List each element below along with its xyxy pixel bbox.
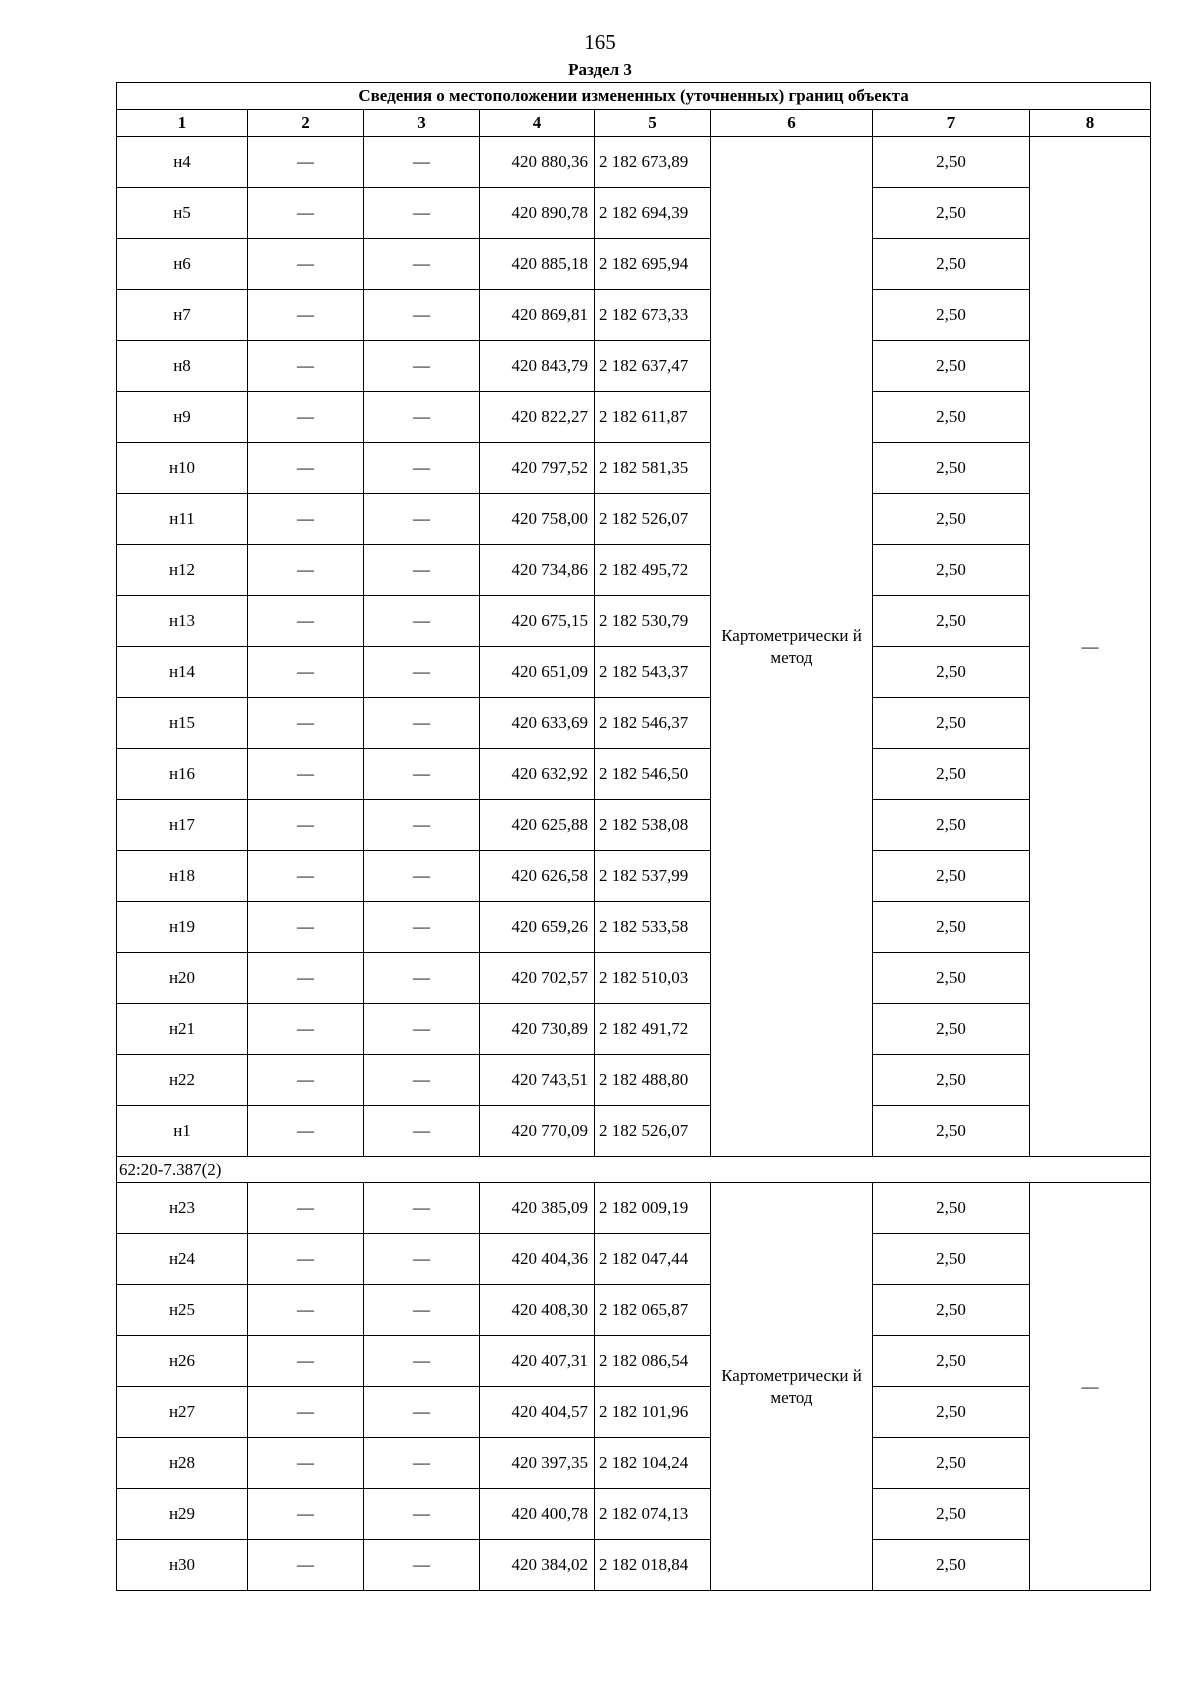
point-name: н8	[117, 341, 248, 392]
coordinate-y: 2 182 530,79	[595, 596, 711, 647]
coordinate-y: 2 182 495,72	[595, 545, 711, 596]
coordinate-x: 420 659,26	[480, 902, 595, 953]
page-number: 165	[584, 30, 616, 54]
coordinate-x: 420 651,09	[480, 647, 595, 698]
existing-y: —	[364, 1489, 480, 1540]
accuracy-value: 2,50	[873, 443, 1030, 494]
column-number: 8	[1030, 110, 1151, 137]
accuracy-value: 2,50	[873, 137, 1030, 188]
table-row	[117, 851, 1151, 902]
coordinate-y: 2 182 546,50	[595, 749, 711, 800]
existing-x: —	[248, 596, 364, 647]
table-row	[117, 1336, 1151, 1387]
existing-y: —	[364, 1387, 480, 1438]
table-row	[117, 290, 1151, 341]
accuracy-value: 2,50	[873, 239, 1030, 290]
coordinate-y: 2 182 104,24	[595, 1438, 711, 1489]
accuracy-value: 2,50	[873, 494, 1030, 545]
coordinate-y: 2 182 611,87	[595, 392, 711, 443]
point-name: н24	[117, 1234, 248, 1285]
existing-x: —	[248, 188, 364, 239]
existing-x: —	[248, 341, 364, 392]
accuracy-value: 2,50	[873, 392, 1030, 443]
point-name: н11	[117, 494, 248, 545]
coordinate-y: 2 182 047,44	[595, 1234, 711, 1285]
coordinate-y: 2 182 526,07	[595, 494, 711, 545]
existing-x: —	[248, 1336, 364, 1387]
table-row	[117, 1438, 1151, 1489]
table-row	[117, 596, 1151, 647]
existing-x: —	[248, 1234, 364, 1285]
accuracy-value: 2,50	[873, 596, 1030, 647]
column-number: 5	[595, 110, 711, 137]
column-number: 4	[480, 110, 595, 137]
accuracy-value: 2,50	[873, 800, 1030, 851]
coordinate-x: 420 734,86	[480, 545, 595, 596]
table-row	[117, 1285, 1151, 1336]
coordinate-y: 2 182 546,37	[595, 698, 711, 749]
existing-y: —	[364, 1004, 480, 1055]
point-name: н30	[117, 1540, 248, 1591]
determination-method: Картометрически й метод	[711, 137, 873, 1157]
accuracy-value: 2,50	[873, 341, 1030, 392]
existing-y: —	[364, 1540, 480, 1591]
existing-y: —	[364, 137, 480, 188]
coordinate-x: 420 400,78	[480, 1489, 595, 1540]
existing-x: —	[248, 800, 364, 851]
column-8-value: —	[1030, 137, 1151, 1157]
coordinate-x: 420 675,15	[480, 596, 595, 647]
coordinate-y: 2 182 673,33	[595, 290, 711, 341]
accuracy-value: 2,50	[873, 1106, 1030, 1157]
table-caption: Сведения о местоположении измененных (уточненных) границ объекта	[117, 83, 1151, 110]
table-row	[117, 1387, 1151, 1438]
accuracy-value: 2,50	[873, 698, 1030, 749]
existing-y: —	[364, 290, 480, 341]
coordinate-y: 2 182 526,07	[595, 1106, 711, 1157]
table-row	[117, 1004, 1151, 1055]
table-row	[117, 443, 1151, 494]
existing-x: —	[248, 1489, 364, 1540]
point-name: н4	[117, 137, 248, 188]
accuracy-value: 2,50	[873, 188, 1030, 239]
existing-x: —	[248, 1387, 364, 1438]
coordinate-y: 2 182 086,54	[595, 1336, 711, 1387]
existing-y: —	[364, 1055, 480, 1106]
coordinate-y: 2 182 537,99	[595, 851, 711, 902]
coordinate-x: 420 797,52	[480, 443, 595, 494]
existing-y: —	[364, 239, 480, 290]
point-name: н19	[117, 902, 248, 953]
accuracy-value: 2,50	[873, 1387, 1030, 1438]
existing-x: —	[248, 494, 364, 545]
accuracy-value: 2,50	[873, 1285, 1030, 1336]
existing-x: —	[248, 137, 364, 188]
accuracy-value: 2,50	[873, 851, 1030, 902]
table-row	[117, 749, 1151, 800]
coordinate-x: 420 890,78	[480, 188, 595, 239]
coordinate-x: 420 880,36	[480, 137, 595, 188]
existing-x: —	[248, 1438, 364, 1489]
point-name: н16	[117, 749, 248, 800]
accuracy-value: 2,50	[873, 290, 1030, 341]
point-name: н27	[117, 1387, 248, 1438]
table-row	[117, 953, 1151, 1004]
coordinate-x: 420 384,02	[480, 1540, 595, 1591]
coordinate-x: 420 758,00	[480, 494, 595, 545]
coordinate-x: 420 404,57	[480, 1387, 595, 1438]
existing-x: —	[248, 851, 364, 902]
accuracy-value: 2,50	[873, 545, 1030, 596]
table-row	[117, 1106, 1151, 1157]
table-row	[117, 698, 1151, 749]
table-row	[117, 1540, 1151, 1591]
existing-y: —	[364, 596, 480, 647]
accuracy-value: 2,50	[873, 1234, 1030, 1285]
existing-y: —	[364, 443, 480, 494]
existing-x: —	[248, 953, 364, 1004]
existing-x: —	[248, 698, 364, 749]
coordinate-x: 420 822,27	[480, 392, 595, 443]
point-name: н20	[117, 953, 248, 1004]
accuracy-value: 2,50	[873, 1004, 1030, 1055]
point-name: н18	[117, 851, 248, 902]
existing-x: —	[248, 1183, 364, 1234]
existing-y: —	[364, 851, 480, 902]
determination-method: Картометрически й метод	[711, 1183, 873, 1591]
point-name: н23	[117, 1183, 248, 1234]
existing-y: —	[364, 1438, 480, 1489]
coordinate-y: 2 182 510,03	[595, 953, 711, 1004]
existing-x: —	[248, 290, 364, 341]
coordinate-y: 2 182 538,08	[595, 800, 711, 851]
column-number-row	[117, 110, 1151, 137]
point-name: н15	[117, 698, 248, 749]
point-name: н17	[117, 800, 248, 851]
table-row	[117, 188, 1151, 239]
existing-y: —	[364, 953, 480, 1004]
coordinate-x: 420 843,79	[480, 341, 595, 392]
existing-x: —	[248, 1106, 364, 1157]
point-name: н25	[117, 1285, 248, 1336]
column-number: 6	[711, 110, 873, 137]
section-title: Раздел 3	[568, 60, 632, 79]
point-name: н29	[117, 1489, 248, 1540]
parcel-row	[117, 1157, 1151, 1183]
coordinate-x: 420 407,31	[480, 1336, 595, 1387]
coordinate-x: 420 702,57	[480, 953, 595, 1004]
accuracy-value: 2,50	[873, 749, 1030, 800]
accuracy-value: 2,50	[873, 902, 1030, 953]
boundary-coordinates-table	[116, 82, 1151, 1591]
table-row	[117, 647, 1151, 698]
coordinate-y: 2 182 581,35	[595, 443, 711, 494]
coordinate-y: 2 182 065,87	[595, 1285, 711, 1336]
coordinate-x: 420 625,88	[480, 800, 595, 851]
accuracy-value: 2,50	[873, 953, 1030, 1004]
accuracy-value: 2,50	[873, 1055, 1030, 1106]
parcel-number: 62:20-7.387(2)	[117, 1157, 1151, 1183]
column-number: 7	[873, 110, 1030, 137]
existing-x: —	[248, 392, 364, 443]
coordinate-y: 2 182 694,39	[595, 188, 711, 239]
coordinate-x: 420 397,35	[480, 1438, 595, 1489]
existing-y: —	[364, 392, 480, 443]
existing-y: —	[364, 1234, 480, 1285]
table-row	[117, 494, 1151, 545]
point-name: н5	[117, 188, 248, 239]
point-name: н13	[117, 596, 248, 647]
coordinate-x: 420 730,89	[480, 1004, 595, 1055]
coordinate-y: 2 182 074,13	[595, 1489, 711, 1540]
column-number: 3	[364, 110, 480, 137]
existing-y: —	[364, 647, 480, 698]
accuracy-value: 2,50	[873, 647, 1030, 698]
table-row	[117, 800, 1151, 851]
existing-y: —	[364, 188, 480, 239]
accuracy-value: 2,50	[873, 1336, 1030, 1387]
existing-x: —	[248, 239, 364, 290]
existing-y: —	[364, 698, 480, 749]
coordinate-y: 2 182 491,72	[595, 1004, 711, 1055]
existing-y: —	[364, 341, 480, 392]
column-8-value: —	[1030, 1183, 1151, 1591]
coordinate-y: 2 182 488,80	[595, 1055, 711, 1106]
coordinate-y: 2 182 695,94	[595, 239, 711, 290]
existing-y: —	[364, 800, 480, 851]
coordinate-x: 420 404,36	[480, 1234, 595, 1285]
existing-y: —	[364, 545, 480, 596]
existing-x: —	[248, 545, 364, 596]
coordinate-y: 2 182 101,96	[595, 1387, 711, 1438]
existing-y: —	[364, 1336, 480, 1387]
table-row	[117, 1183, 1151, 1234]
coordinate-x: 420 632,92	[480, 749, 595, 800]
coordinate-x: 420 626,58	[480, 851, 595, 902]
coordinate-y: 2 182 637,47	[595, 341, 711, 392]
coordinate-x: 420 385,09	[480, 1183, 595, 1234]
table-row	[117, 1055, 1151, 1106]
existing-y: —	[364, 749, 480, 800]
table-row	[117, 341, 1151, 392]
coordinate-y: 2 182 533,58	[595, 902, 711, 953]
coordinate-y: 2 182 543,37	[595, 647, 711, 698]
existing-x: —	[248, 647, 364, 698]
coordinate-x: 420 633,69	[480, 698, 595, 749]
accuracy-value: 2,50	[873, 1489, 1030, 1540]
coordinate-x: 420 869,81	[480, 290, 595, 341]
column-number: 2	[248, 110, 364, 137]
existing-x: —	[248, 1285, 364, 1336]
existing-y: —	[364, 494, 480, 545]
accuracy-value: 2,50	[873, 1183, 1030, 1234]
table-row	[117, 392, 1151, 443]
existing-y: —	[364, 1183, 480, 1234]
existing-x: —	[248, 1004, 364, 1055]
existing-x: —	[248, 1055, 364, 1106]
table-row	[117, 239, 1151, 290]
existing-y: —	[364, 902, 480, 953]
table-row	[117, 902, 1151, 953]
existing-y: —	[364, 1106, 480, 1157]
coordinate-x: 420 770,09	[480, 1106, 595, 1157]
existing-x: —	[248, 443, 364, 494]
point-name: н10	[117, 443, 248, 494]
table-row	[117, 1489, 1151, 1540]
point-name: н28	[117, 1438, 248, 1489]
table-row	[117, 1234, 1151, 1285]
accuracy-value: 2,50	[873, 1438, 1030, 1489]
table-row	[117, 545, 1151, 596]
point-name: н26	[117, 1336, 248, 1387]
point-name: н12	[117, 545, 248, 596]
point-name: н9	[117, 392, 248, 443]
point-name: н21	[117, 1004, 248, 1055]
coordinate-x: 420 743,51	[480, 1055, 595, 1106]
point-name: н6	[117, 239, 248, 290]
point-name: н22	[117, 1055, 248, 1106]
existing-x: —	[248, 902, 364, 953]
coordinate-y: 2 182 018,84	[595, 1540, 711, 1591]
point-name: н1	[117, 1106, 248, 1157]
point-name: н7	[117, 290, 248, 341]
coordinate-y: 2 182 009,19	[595, 1183, 711, 1234]
existing-x: —	[248, 749, 364, 800]
accuracy-value: 2,50	[873, 1540, 1030, 1591]
point-name: н14	[117, 647, 248, 698]
existing-x: —	[248, 1540, 364, 1591]
table-row	[117, 137, 1151, 188]
coordinate-x: 420 885,18	[480, 239, 595, 290]
existing-y: —	[364, 1285, 480, 1336]
coordinate-y: 2 182 673,89	[595, 137, 711, 188]
coordinate-x: 420 408,30	[480, 1285, 595, 1336]
column-number: 1	[117, 110, 248, 137]
